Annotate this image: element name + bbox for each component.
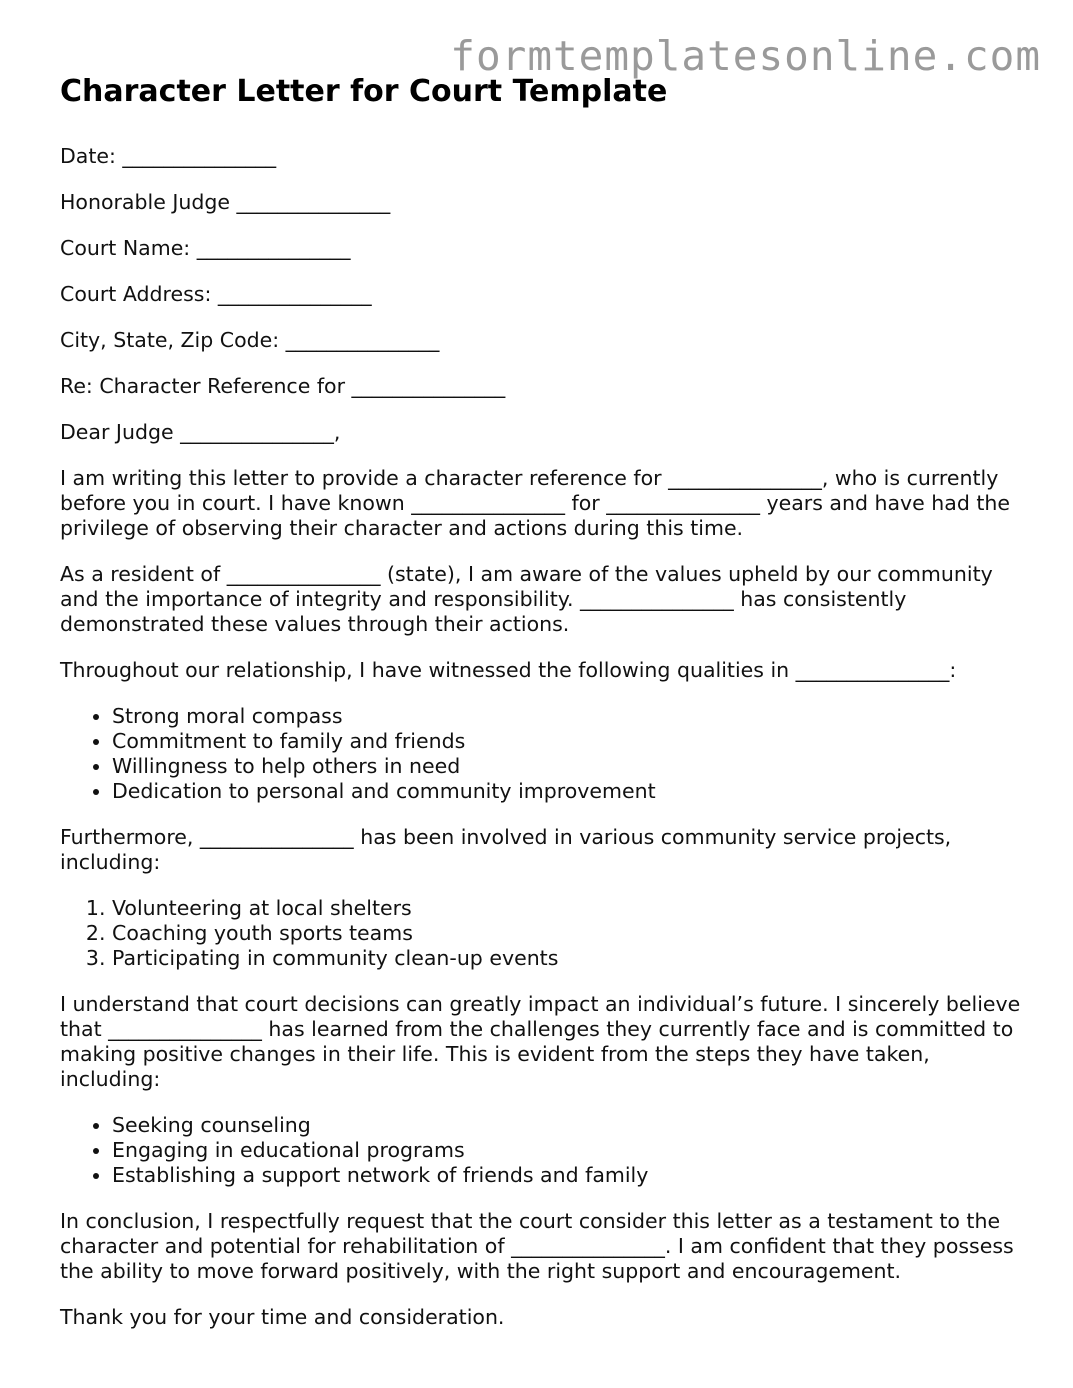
salutation: Dear Judge _______________, — [60, 420, 341, 444]
judge-name-field: Honorable Judge _______________ — [60, 190, 391, 214]
subject-line: Re: Character Reference for _______________ — [60, 374, 506, 398]
court-address-field: Court Address: _______________ — [60, 282, 372, 306]
steps-taken-list — [60, 1113, 1030, 1188]
understanding-paragraph: I understand that court decisions can greatly impact an individual’s future. I sincerely believe that _______________ has learned from the challenges they currently face and is committed to making positive changes in their life. This is evident from the steps they have taken, including: — [60, 992, 1021, 1091]
qualities-list — [60, 704, 1030, 804]
list-item: • Seeking counseling — [112, 1113, 1030, 1138]
letter-document — [60, 72, 1030, 1351]
qualities-intro: Throughout our relationship, I have witnessed the following qualities in _______________: — [60, 658, 957, 682]
list-item: • Strong moral compass — [112, 704, 1030, 729]
city-state-zip-field: City, State, Zip Code: _______________ — [60, 328, 440, 352]
resident-paragraph: As a resident of _______________ (state), I am aware of the values upheld by our community and the importance of integrity and responsibility. _______________ has consistently demonstrated these values through their actions. — [60, 562, 993, 636]
list-item: • Commitment to family and friends — [112, 729, 1030, 754]
court-name-field: Court Name: _______________ — [60, 236, 351, 260]
conclusion-paragraph: In conclusion, I respectfully request that the court consider this letter as a testament to the character and potential for rehabilitation of _______________. I am confident that they possess the ability to move forward positively, with the right support and encouragement. — [60, 1209, 1014, 1283]
intro-paragraph: I am writing this letter to provide a character reference for _______________, who is currently before you in court. I have known _______________ for _______________ years and have had the privilege of observing their character and actions during this time. — [60, 466, 1011, 540]
date-field: Date: _______________ — [60, 144, 277, 168]
list-item: • Establishing a support network of friends and family — [112, 1163, 1030, 1188]
service-projects-list — [60, 896, 1030, 971]
list-item: 3. Participating in community clean-up events — [112, 946, 1030, 971]
list-item: • Engaging in educational programs — [112, 1138, 1030, 1163]
list-item: 1. Volunteering at local shelters — [112, 896, 1030, 921]
service-intro: Furthermore, _______________ has been involved in various community service projects, including: — [60, 825, 952, 874]
list-item: • Dedication to personal and community improvement — [112, 779, 1030, 804]
closing-thanks: Thank you for your time and consideration. — [60, 1305, 505, 1329]
page-title: Character Letter for Court Template — [60, 74, 668, 109]
list-item: 2. Coaching youth sports teams — [112, 921, 1030, 946]
list-item: • Willingness to help others in need — [112, 754, 1030, 779]
watermark: formtemplatesonline.com — [450, 32, 1041, 80]
